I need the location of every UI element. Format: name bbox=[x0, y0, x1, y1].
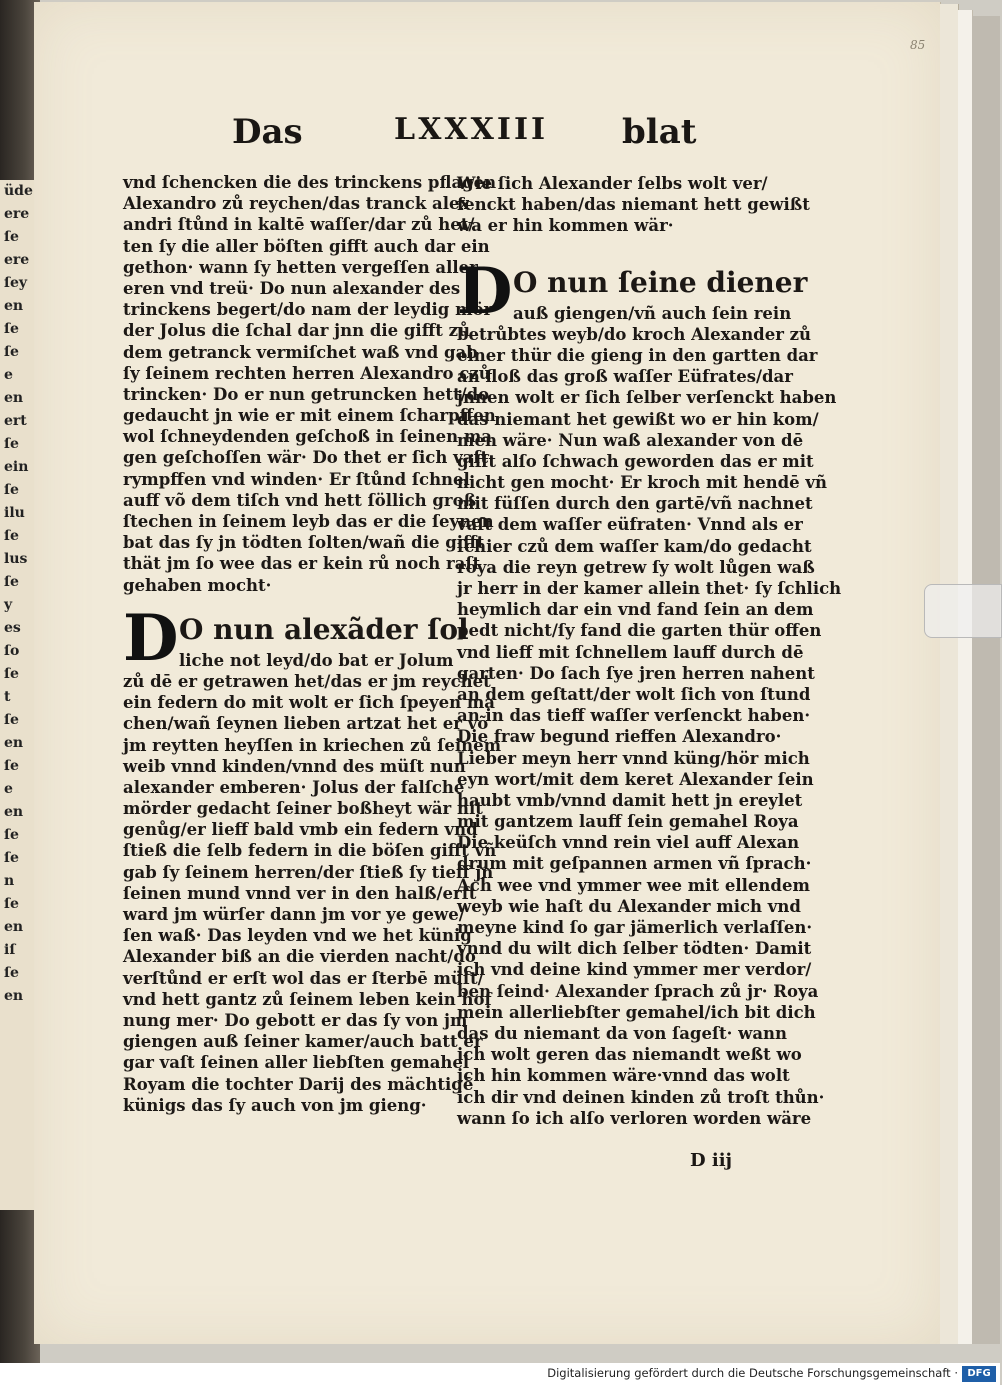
facing-text-fragment: es bbox=[4, 620, 21, 636]
facing-text-fragment: ſe bbox=[4, 528, 19, 544]
text-line: haubt vmb/vnnd damit hett jn ereylet bbox=[457, 790, 803, 810]
text-line: das du niemant da von ſageſt· wann bbox=[457, 1023, 788, 1043]
page-edge bbox=[972, 16, 1000, 1344]
facing-text-fragment: en bbox=[4, 988, 24, 1004]
facing-text-fragment: ſe bbox=[4, 344, 19, 360]
text-line: an floß das groß waſſer Eüfrates/dar bbox=[457, 367, 793, 387]
facing-text-fragment: ſe bbox=[4, 436, 19, 452]
text-line: der Jolus die ſchal dar jnn die gifft zů bbox=[123, 321, 470, 341]
text-line: gar vaſt ſeinen aller liebſten gemahel bbox=[123, 1053, 470, 1073]
facing-text-fragment: ſe bbox=[4, 229, 19, 245]
page-edge bbox=[940, 4, 959, 1344]
facing-text-fragment: n bbox=[4, 873, 15, 889]
facing-text-fragment: en bbox=[4, 390, 24, 406]
text-line: Royam die tochter Darij des mächtigē bbox=[123, 1074, 474, 1094]
text-line: ich wolt geren das niemandt weßt wo bbox=[457, 1045, 802, 1065]
text-line: mit gantzem lauff ſein gemahel Roya bbox=[457, 812, 799, 832]
left-initial-block bbox=[123, 600, 502, 1116]
text-line: giengen auß ſeiner kamer/auch batt er bbox=[123, 1032, 483, 1052]
text-line: ſy ſeinem rechten herren Alexandro czů bbox=[123, 363, 491, 383]
text-line: thät jm ſo wee das er kein rů noch raſt bbox=[123, 554, 481, 574]
text-line: das niemant het gewißt wo er hin kom/ bbox=[457, 409, 819, 429]
text-line: men wäre· Nun waß alexander von dē bbox=[457, 430, 804, 450]
facing-text-fragment: ilu bbox=[4, 505, 25, 521]
facing-text-fragment: ſey bbox=[4, 275, 28, 291]
text-line: ſtieß die ſelb federn in die böſen gifft vñ bbox=[123, 841, 497, 861]
facing-text-fragment: ein bbox=[4, 459, 29, 475]
text-line: roya die reyn getrew ſy wolt lůgen waß bbox=[457, 557, 815, 577]
running-header bbox=[232, 112, 697, 158]
text-line: trinckens begert/do nam der leydig mör bbox=[123, 300, 493, 320]
text-line: nicht gen mocht· Er kroch mit hendē vñ bbox=[457, 473, 827, 493]
text-line: Alexandro zů reychen/das tranck alex bbox=[123, 194, 470, 214]
facing-text-fragment: ſe bbox=[4, 574, 19, 590]
text-line: Lieber meyn herr vnnd küng/hör mich bbox=[457, 748, 810, 768]
text-line: ich vnd deine kind ymmer mer verdor/ bbox=[457, 960, 812, 980]
right-column bbox=[457, 173, 842, 1129]
left-paragraph-1 bbox=[123, 172, 497, 596]
text-line: drum mit geſpannen armen vñ ſprach· bbox=[457, 854, 812, 874]
facing-text-fragment: ſe bbox=[4, 712, 19, 728]
text-line: wa er hin kommen wär· bbox=[457, 216, 674, 236]
facing-text-fragment: en bbox=[4, 735, 24, 751]
text-line: Ach wee vnd ymmer wee mit ellendem bbox=[457, 875, 810, 895]
lead-line: O nun alexãder ſol bbox=[179, 612, 469, 646]
text-line: gethon· wann ſy hetten vergeſſen aller bbox=[123, 257, 478, 277]
text-line: liche not leyd/do bat er Jolum bbox=[179, 650, 454, 670]
text-line: heymlich dar ein vnd fand ſein an dem bbox=[457, 600, 814, 620]
facing-text-fragment: ſe bbox=[4, 758, 19, 774]
text-line: andri ſtůnd in kaltē waſſer/dar zů het/ bbox=[123, 215, 475, 235]
facing-text-fragment: ſe bbox=[4, 896, 19, 912]
facing-text-fragment: ſe bbox=[4, 827, 19, 843]
facing-text-fragment: en bbox=[4, 919, 24, 935]
text-line: nung mer· Do gebott er das ſy von jm bbox=[123, 1010, 468, 1030]
text-line: jr herr in der kamer allein thet· ſy ſchlich bbox=[457, 579, 842, 598]
text-line: gedaucht jn wie er mit einem ſcharpffen bbox=[123, 406, 496, 426]
text-line: wol ſchneydenden geſchoß in ſeinen ma bbox=[123, 427, 492, 447]
text-line: weib vnnd kinden/vnnd des müſt nun bbox=[123, 756, 466, 776]
text-line: rympffen vnd winden· Er ſtůnd ſchnel bbox=[123, 469, 470, 489]
text-line: ein federn do mit wolt er ſich ſpeyen ma bbox=[123, 693, 495, 713]
text-line: gab ſy ſeinem herren/der ſtieß ſy tieff jn bbox=[123, 862, 494, 882]
text-line: chen/wañ ſeynen lieben artzat het er võ bbox=[123, 714, 489, 734]
text-line: vnnd du wilt dich ſelber tödten· Damit bbox=[457, 939, 812, 959]
facing-text-fragment: en bbox=[4, 298, 24, 314]
text-line: gehaben mocht· bbox=[123, 575, 272, 595]
text-line: mörder gedacht ſeiner boßheyt wär nit bbox=[123, 799, 483, 819]
text-line: ſenckt haben/das niemant hett gewißt bbox=[457, 195, 810, 215]
text-line: an in das tieff waſſer verſenckt haben· bbox=[457, 706, 811, 726]
text-line: genůg/er lieff bald vmb ein federn vnd bbox=[123, 820, 478, 840]
header-left: Das bbox=[232, 112, 303, 152]
text-line: gen geſchoſſen wär· Do thet er ſich vaſt bbox=[123, 448, 489, 468]
left-paragraph-2 bbox=[123, 650, 502, 1116]
text-line: eyn wort/mit dem keret Alexander ſein bbox=[457, 769, 814, 789]
header-folio: LXXXIII bbox=[394, 112, 549, 147]
right-initial-block bbox=[457, 253, 842, 1129]
text-line: an dem geſtatt/der wolt ſich von ſtund bbox=[457, 684, 811, 704]
text-line: einer thür die gieng in den gartten dar bbox=[457, 345, 818, 365]
decorated-initial: D bbox=[123, 600, 179, 676]
text-line: ten ſy die aller böſten gifft auch dar ein bbox=[123, 236, 490, 256]
signature-mark: D iij bbox=[690, 1150, 733, 1171]
facing-text-fragment: lus bbox=[4, 551, 28, 567]
rubric-heading bbox=[457, 173, 810, 237]
facing-text-fragment: ere bbox=[4, 252, 30, 268]
text-line: auff võ dem tiſch vnd hett ſöllich groß bbox=[123, 490, 477, 510]
facing-text-fragment: ſo bbox=[4, 643, 20, 659]
text-line: verſtůnd er erſt wol das er ſterbē müſt/ bbox=[123, 968, 484, 988]
text-line: ſtechen in ſeinem leyb das er die ſeynen bbox=[123, 512, 494, 531]
facing-text-fragment: ſe bbox=[4, 850, 19, 866]
text-line: vnd ſchencken die des trinckens pflagen bbox=[123, 173, 497, 192]
facing-text-fragment: e bbox=[4, 367, 13, 383]
facing-text-fragment: ere bbox=[4, 206, 30, 222]
text-line: eren vnd treü· Do nun alexander des bbox=[123, 278, 461, 298]
text-line: wann ſo ich alſo verloren worden wäre bbox=[457, 1108, 812, 1128]
text-line: trincken· Do er nun getruncken hett/do bbox=[123, 384, 490, 404]
bookmark-tab bbox=[924, 584, 1002, 638]
decorated-initial: D bbox=[457, 253, 513, 329]
text-line: mein allerliebſter gemahel/ich bit dich bbox=[457, 1002, 816, 1022]
text-line: ich hin kommen wäre·vnnd das wolt bbox=[457, 1066, 790, 1086]
text-line: betrůbtes weyb/do kroch Alexander zů bbox=[457, 324, 812, 344]
page-edge bbox=[958, 10, 973, 1344]
folio-number: 85 bbox=[910, 38, 926, 52]
text-line: dem getranck vermiſchet waß vnd gab bbox=[123, 342, 478, 362]
left-column bbox=[123, 172, 502, 1116]
text-line: weyb wie haſt du Alexander mich vnd bbox=[457, 896, 801, 916]
text-line: pedt nicht/ſy fand die garten thür offen bbox=[457, 621, 822, 641]
facing-text-fragment: t bbox=[4, 689, 11, 705]
text-line: vnd hett gantz zů ſeinem leben kein hof bbox=[123, 989, 492, 1009]
text-line: bat das ſy jn tödten ſolten/wañ die gifft bbox=[123, 533, 485, 553]
facing-text-fragment: en bbox=[4, 804, 24, 820]
facing-text-fragment: ert bbox=[4, 413, 27, 429]
lead-line: O nun ſeine diener bbox=[513, 265, 808, 299]
text-line: ward jm würſer dann jm vor ye gewe/ bbox=[123, 905, 465, 924]
text-line: garten· Do ſach ſye jren herren nahent bbox=[457, 663, 815, 683]
text-line: zů dē er getrawen het/das er jm reychet bbox=[123, 671, 491, 691]
facing-text-fragment: ſe bbox=[4, 321, 19, 337]
footer-bar bbox=[0, 1363, 1000, 1385]
text-line: Wie ſich Alexander ſelbs wolt ver/ bbox=[457, 174, 768, 193]
header-right: blat bbox=[622, 112, 697, 152]
facing-page-strip bbox=[0, 180, 35, 1210]
facing-text-fragment: ſe bbox=[4, 666, 19, 682]
text-line: mit füſſen durch den gartē/vñ nachnet bbox=[457, 494, 813, 514]
text-line: Alexander biß an die vierden nacht/do bbox=[123, 947, 476, 967]
facing-text-fragment: e bbox=[4, 781, 13, 797]
text-line: jm reytten heyſſen in kriechen zů ſeinem bbox=[123, 735, 502, 755]
text-line: ben ſeind· Alexander ſprach zů jr· Roya bbox=[457, 981, 819, 1001]
text-line: ſchier czů dem waſſer kam/do gedacht bbox=[457, 536, 812, 556]
dfg-logo: DFG bbox=[962, 1366, 996, 1382]
text-line: vaſt dem waſſer eüfraten· Vnnd als er bbox=[457, 515, 803, 535]
text-line: künigs das ſy auch von jm gieng· bbox=[123, 1095, 427, 1115]
text-line: vnd lieff mit ſchnellem lauff durch dē bbox=[457, 642, 804, 662]
right-paragraph bbox=[457, 303, 842, 1129]
text-line: auß giengen/vñ auch ſein rein bbox=[513, 303, 792, 323]
text-line: alexander emberen· Jolus der falſche bbox=[123, 777, 465, 797]
facing-text-fragment: y bbox=[4, 597, 13, 613]
text-line: Die fraw begund rieffen Alexandro· bbox=[457, 727, 782, 747]
facing-text-fragment: ſe bbox=[4, 965, 19, 981]
funding-credit: Digitalisierung gefördert durch die Deutsche Forschungsgemeinschaft · bbox=[547, 1366, 958, 1380]
text-line: jnnen wolt er ſich ſelber verſenckt haben bbox=[457, 388, 837, 408]
text-line: ich dir vnd deinen kinden zů troſt thůn· bbox=[457, 1087, 825, 1107]
text-line: ſeinen mund vnnd ver in den halß/erſt bbox=[123, 883, 477, 903]
text-line: gifft alſo ſchwach geworden das er mit bbox=[457, 451, 814, 471]
facing-text-fragment: iſ bbox=[4, 942, 16, 958]
facing-text-fragment: üde bbox=[4, 183, 33, 199]
text-line: meyne kind ſo gar jämerlich verlaſſen· bbox=[457, 918, 813, 937]
facing-text-fragment: ſe bbox=[4, 482, 19, 498]
text-line: ſen waß· Das leyden vnd we het künig bbox=[123, 926, 472, 946]
text-line: Die keüſch vnnd rein viel auff Alexan bbox=[457, 833, 800, 853]
